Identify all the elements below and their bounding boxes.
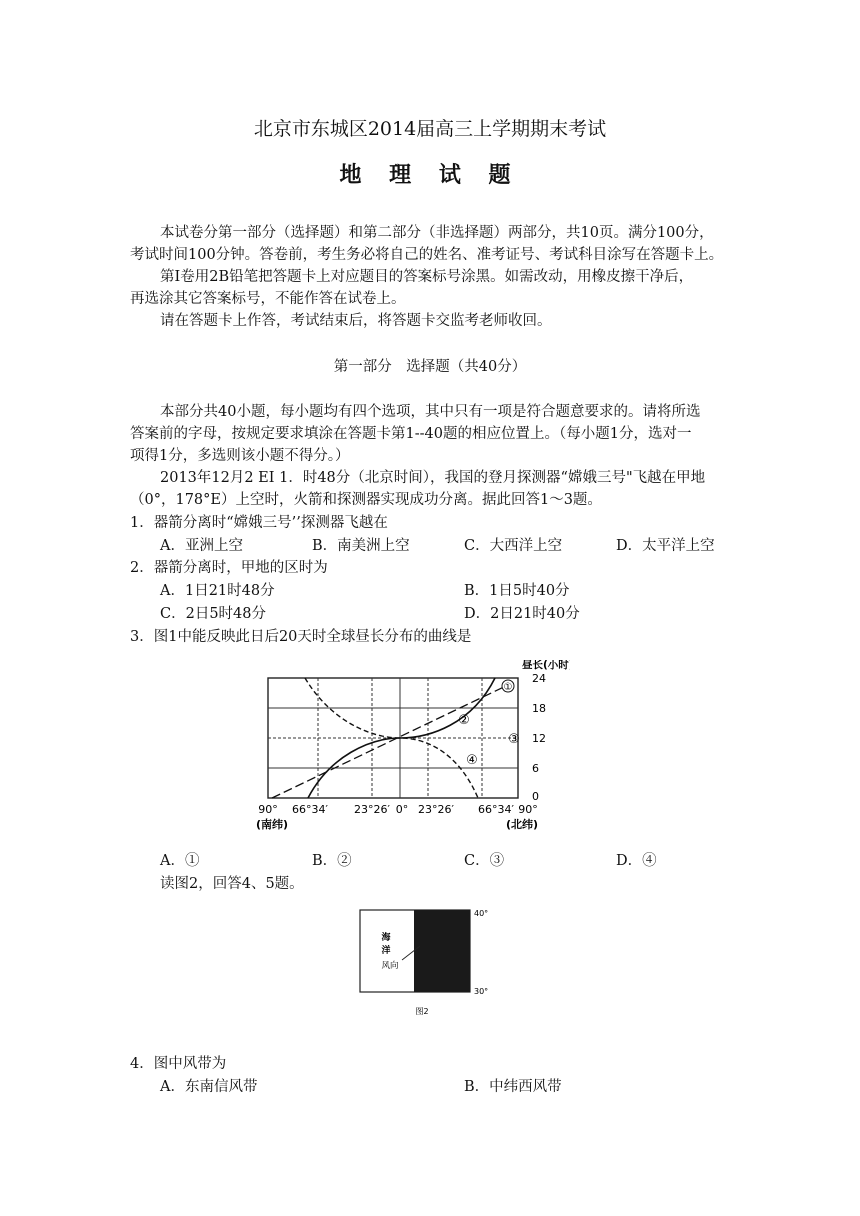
north-label: (北纬)	[505, 818, 539, 831]
figure-2-wind-belt-diagram	[358, 906, 498, 1025]
option-b: B．②	[312, 853, 352, 869]
y-tick: 6	[532, 762, 539, 775]
y-axis-label: 昼长(小时)	[522, 660, 570, 671]
subject-title: 地 理 试 题	[339, 162, 521, 188]
option-c: C．2日5时48分	[160, 606, 266, 622]
curve-label: ①	[503, 682, 513, 693]
option-a: A．东南信风带	[160, 1079, 258, 1095]
curve-2	[272, 684, 510, 798]
curve-1	[308, 678, 495, 798]
option-a: A．①	[160, 853, 200, 869]
part-intro-line: 答案前的字母，按规定要求填涂在答题卡第1--40题的相应位置上。（每小题1分，选对一	[130, 426, 692, 442]
south-label: (南纬)	[255, 818, 289, 831]
option-b: B．南美洲上空	[312, 538, 410, 554]
y-tick: 24	[532, 672, 546, 685]
instruction-line: 再选涂其它答案标号，不能作答在试卷上。	[130, 291, 406, 307]
question-stem: 3．图1中能反映此日后20天时全球昼长分布的曲线是	[130, 629, 472, 645]
option-d: D．④	[616, 853, 657, 869]
part-intro-line: 项得1分，多选则该小题不得分。）	[130, 448, 350, 464]
lat-label: 40°	[474, 909, 489, 918]
option-c: C．③	[464, 853, 505, 869]
x-tick: 90°	[258, 803, 278, 816]
part-heading: 第一部分 选择题（共40分）	[333, 359, 527, 375]
option-a: A．1日21时48分	[160, 583, 275, 599]
option-c: C．大西洋上空	[464, 538, 563, 554]
figure-1-daylength-chart	[250, 660, 570, 844]
option-d: D．2日21时40分	[464, 606, 580, 622]
read-figure-2-prompt: 读图2，回答4、5题。	[160, 876, 304, 892]
part-intro-line: 本部分共40小题，每小题均有四个选项，其中只有一项是符合题意要求的。请将所选	[160, 404, 701, 420]
x-tick: 0°	[395, 803, 409, 816]
option-a: A．亚洲上空	[160, 538, 243, 554]
option-b: B．中纬西风带	[464, 1079, 562, 1095]
option-d: D．太平洋上空	[616, 538, 715, 554]
option-b: B．1日5时40分	[464, 583, 570, 599]
y-tick: 18	[532, 702, 546, 715]
x-tick: 23°26′	[354, 803, 390, 816]
y-tick: 12	[532, 732, 546, 745]
ocean-label: 洋	[381, 946, 391, 956]
curve-label: ④	[466, 753, 478, 768]
question-stem: 4．图中风带为	[130, 1056, 227, 1072]
x-tick: 66°34′	[478, 803, 514, 816]
curve-label: ②	[458, 713, 470, 728]
context-line: 2013年12月2 EI 1．时48分（北京时间），我国的登月探测器“嫦娥三号"飞越在甲地	[160, 470, 706, 486]
context-line: （0°，178°E）上空时，火箭和探测器实现成功分离。据此回答1～3题。	[130, 492, 602, 508]
question-stem: 1．器箭分离时“嫦娥三号’’探测器飞越在	[130, 515, 388, 531]
instruction-line: 请在答题卡上作答，考试结束后，将答题卡交监考老师收回。	[160, 313, 552, 329]
x-tick: 90°	[518, 803, 538, 816]
question-stem: 2．器箭分离时，甲地的区时为	[130, 560, 328, 576]
x-tick: 23°26′	[418, 803, 454, 816]
land-area	[414, 910, 470, 992]
exam-title: 北京市东城区2014届高三上学期期末考试	[253, 118, 607, 140]
ocean-label: 海	[381, 933, 391, 943]
figure-caption: 图2	[415, 1007, 429, 1016]
instruction-line: 第I卷用2B铅笔把答题卡上对应题目的答案标号涂黑。如需改动，用橡皮擦干净后，	[160, 269, 694, 285]
wind-label: 风向	[381, 961, 399, 971]
x-tick: 66°34′	[292, 803, 328, 816]
instruction-line: 考试时间100分钟。答卷前，考生务必将自己的姓名、准考证号、考试科目涂写在答题卡上。	[130, 247, 724, 263]
lat-label: 30°	[474, 987, 489, 996]
y-tick: 0	[532, 790, 539, 803]
instruction-line: 本试卷分第一部分（选择题）和第二部分（非选择题）两部分，共10页。满分100分，	[160, 225, 714, 241]
curve-label: ③	[508, 732, 520, 747]
